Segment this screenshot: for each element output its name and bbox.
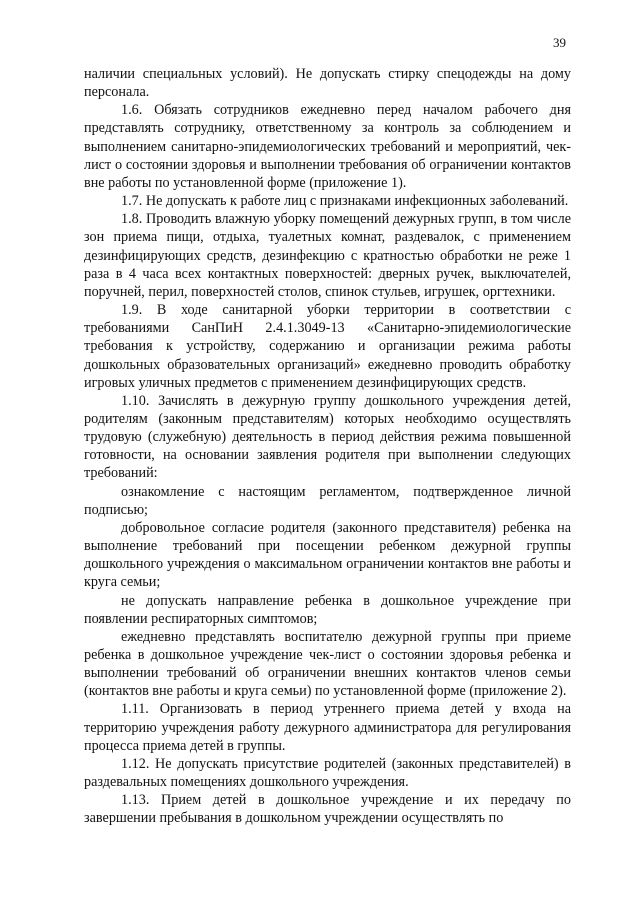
paragraph-1-10: 1.10. Зачислять в дежурную группу дошкольного учреждения детей, родителям (законным представителям) которых необходимо осуществлять трудовую (служебную) деятельность в период действия режима повышенной готовности, на основании заявления родителя при выполнении следующих требований: — [84, 392, 571, 482]
requirement-item: добровольное согласие родителя (законного представителя) ребенка на выполнение требований при посещении ребенком дежурной группы дошкольного учреждения о максимальном ограничении контактов вне работы и круга семьи; — [84, 519, 571, 591]
paragraph-1-13: 1.13. Прием детей в дошкольное учреждение и их передачу по завершении пребывания в дошкольном учреждении осуществлять по — [84, 792, 571, 827]
paragraph-1-9: 1.9. В ходе санитарной уборки территории в соответствии с требованиями СанПиН 2.4.1.3049-13 «Санитарно-эпидемиологические требования к устройству, содержанию и организации режима работы дошкольных образовательных организаций» ежедневно проводить обработку игровых уличных предметов с применением дезинфицирующих средств. — [84, 302, 571, 391]
paragraph-1-12: 1.12. Не допускать присутствие родителей (законных представителей) в раздевальных помещениях дошкольного учреждения. — [84, 755, 571, 791]
page-number: 39 — [553, 35, 566, 50]
requirement-item: ознакомление с настоящим регламентом, подтвержденное личной подписью; — [84, 483, 571, 518]
requirement-item: ежедневно представлять воспитателю дежурной группы при приеме ребенка в дошкольное учреждение чек-лист о состоянии здоровья ребенка и выполнении требований об ограничении внешних контактов членов семьи (контактов вне работы и круга семьи) по установленной форме (приложение 2). — [84, 628, 571, 700]
requirement-item: не допускать направление ребенка в дошкольное учреждение при появлении респираторных симптомов; — [84, 592, 571, 627]
paragraph-continuation: наличии специальных условий). Не допускать стирку спецодежды на дому персонала. — [84, 66, 571, 101]
paragraph-1-7: 1.7. Не допускать к работе лиц с признаками инфекционных заболеваний. — [121, 193, 569, 210]
body-text — [84, 65, 571, 828]
paragraph-1-8: 1.8. Проводить влажную уборку помещений дежурных групп, в том числе зон приема пищи, отдыха, туалетных комнат, раздевалок, с применением дезинфицирующих средств, дезинфекцию с кратностью обработки не реже 1 раза в 4 часа всех контактных поверхностей: дверных ручек, выключателей, поручней, перил, поверхностей столов, спинок стульев, игрушек, оргтехники. — [84, 211, 571, 300]
paragraph-1-6: 1.6. Обязать сотрудников ежедневно перед началом рабочего дня представлять сотруднику, ответственному за контроль за соблюдением и выполнением санитарно-эпидемиологических требований и мероприятий, чек-лист о состоянии здоровья и выполнении требования об ограничении контактов вне работы по установленной форме (приложение 1). — [84, 102, 571, 191]
paragraph-1-11: 1.11. Организовать в период утреннего приема детей у входа на территорию учреждения работу дежурного администратора для регулирования процесса приема детей в группы. — [84, 701, 571, 754]
